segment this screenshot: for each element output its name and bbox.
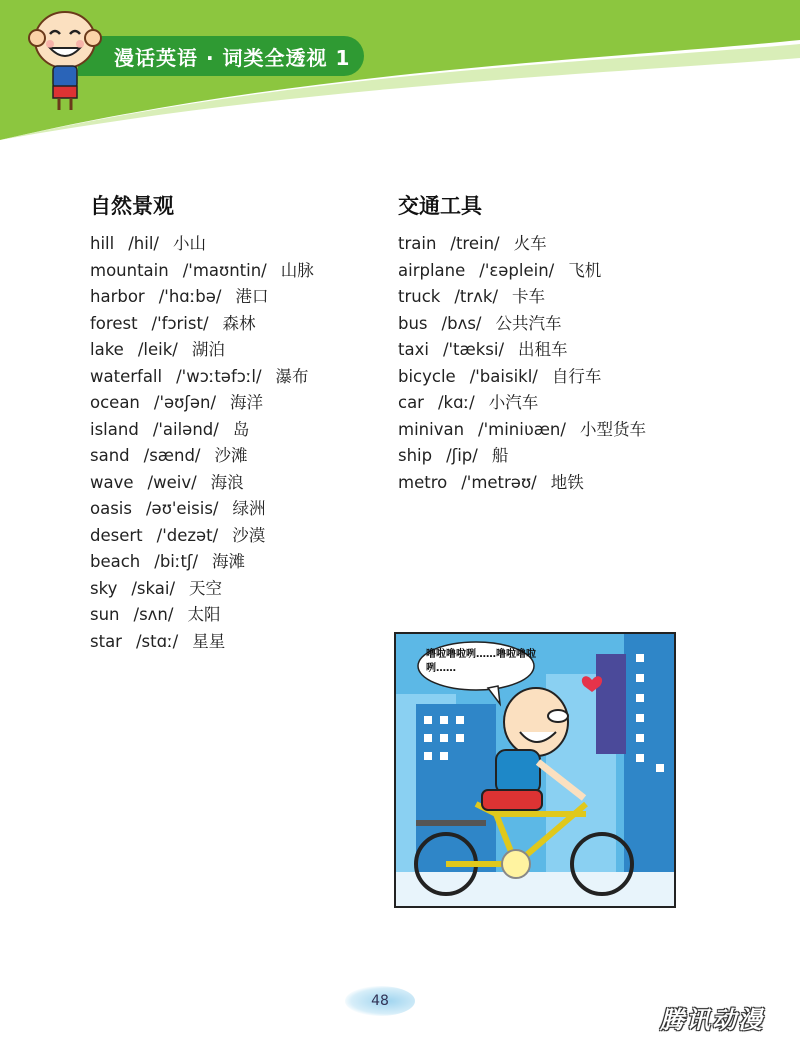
vocab-row [398,364,660,391]
vocab-row [90,258,328,285]
vocab-phonetic: /əʊ'eisis/ [145,499,219,518]
vocab-phonetic: /skai/ [131,578,176,598]
vocab-word: bicycle [398,366,456,386]
vocab-translation: 森林 [222,313,256,333]
vocab-translation: 自行车 [551,366,602,386]
vocab-translation: 小山 [172,234,206,253]
vocab-translation: 海洋 [230,393,264,412]
vocab-translation: 地铁 [550,472,584,492]
vocab-phonetic: /'ailənd/ [152,419,219,439]
vocab-translation: 绿洲 [232,499,266,518]
vocab-row [398,311,660,338]
comic-speech-bubble: 噜啦噜啦咧……噜啦噜啦咧…… [426,649,536,674]
vocab-word: hill [90,234,115,253]
vocab-translation: 瀑布 [275,366,309,386]
vocab-translation: 小汽车 [488,393,539,412]
vocab-phonetic: /sænd/ [143,446,201,465]
watermark: 腾讯动漫 [660,1006,764,1034]
vocab-phonetic: /'fɔrist/ [151,313,209,333]
vocab-word: truck [398,287,441,306]
vocab-translation: 火车 [513,234,547,253]
vocab-word: taxi [398,340,429,359]
vocab-word: sky [90,578,118,598]
vocab-row [90,390,328,417]
vocab-phonetic: /ʃip/ [446,446,478,465]
vocab-translation: 船 [491,446,509,465]
vocab-phonetic: /bʌs/ [441,313,482,333]
vocab-translation: 岛 [232,419,250,439]
vocab-word: lake [90,340,124,359]
vocab-word: wave [90,472,134,492]
vocab-word: oasis [90,499,132,518]
vocab-phonetic: /stɑː/ [135,631,179,651]
vocab-row [90,629,328,656]
vocab-phonetic: /trʌk/ [454,287,499,306]
vocab-row [398,337,660,364]
section-title-transport: 交通工具 [398,194,482,218]
vocab-word: forest [90,313,138,333]
vocab-row [90,576,328,603]
vocab-word: island [90,419,139,439]
vocab-phonetic: /'dezət/ [156,525,219,545]
vocab-phonetic: /'metrəʊ/ [461,472,537,492]
vocab-phonetic: /trein/ [450,234,500,253]
vocab-phonetic: /'tæksi/ [442,340,504,359]
vocab-translation: 星星 [192,631,226,651]
vocab-word: ship [398,446,433,465]
vocab-row [398,470,660,497]
vocab-translation: 飞机 [568,260,602,280]
vocab-translation: 公共汽车 [495,313,562,333]
vocab-phonetic: /hil/ [128,234,159,253]
section-title-nature: 自然景观 [90,194,174,218]
vocab-phonetic: /'wɔːtəfɔːl/ [176,366,262,386]
vocab-translation: 港口 [235,287,269,306]
vocab-row [90,602,328,629]
vocab-translation: 卡车 [512,287,546,306]
vocab-row [90,231,328,258]
vocab-row [398,284,660,311]
vocab-row [90,311,328,338]
vocab-translation: 湖泊 [191,340,225,359]
vocab-row [90,523,328,550]
vocab-word: airplane [398,260,466,280]
vocab-translation: 沙滩 [214,446,248,465]
vocab-phonetic: /'hɑːbə/ [158,287,222,306]
page-number: 48 [345,986,415,1016]
vocab-row [398,417,660,444]
vocab-row [90,443,328,470]
vocab-translation: 山脉 [280,260,314,280]
vocab-word: sun [90,605,120,624]
vocab-word: harbor [90,287,145,306]
vocab-translation: 海滩 [212,552,246,571]
vocab-phonetic: /weiv/ [147,472,197,492]
vocab-word: bus [398,313,428,333]
vocab-translation: 沙漠 [232,525,266,545]
vocab-phonetic: /leik/ [137,340,178,359]
vocab-translation: 太阳 [187,605,221,624]
vocab-word: beach [90,552,141,571]
vocab-row [90,337,328,364]
vocab-row [90,417,328,444]
vocab-row [398,443,660,470]
vocab-phonetic: /'ɛəplein/ [479,260,555,280]
vocab-phonetic: /sʌn/ [133,605,174,624]
vocab-row [398,258,660,285]
vocab-word: sand [90,446,130,465]
vocab-word: ocean [90,393,140,412]
vocab-list-nature [90,231,328,655]
vocab-word: desert [90,525,143,545]
mascot-illustration [20,4,110,114]
header-title: 漫话英语 · 词类全透视 1 [78,36,364,76]
vocab-phonetic: /kɑː/ [437,393,475,412]
vocab-phonetic: /'əʊʃən/ [153,393,217,412]
vocab-translation: 出租车 [518,340,568,359]
vocab-row [398,231,660,258]
vocab-row [90,284,328,311]
vocab-word: star [90,631,122,651]
vocab-list-transport [398,231,660,496]
vocab-translation: 海浪 [210,472,244,492]
vocab-word: car [398,393,424,412]
vocab-phonetic: /biːtʃ/ [154,552,199,571]
vocab-word: mountain [90,260,169,280]
vocab-word: waterfall [90,366,163,386]
vocab-word: minivan [398,419,465,439]
vocab-translation: 天空 [189,578,223,598]
comic-panel [394,632,676,908]
vocab-row [90,549,328,576]
vocab-row [90,470,328,497]
vocab-row [398,390,660,417]
vocab-word: train [398,234,437,253]
vocab-word: metro [398,472,448,492]
vocab-translation: 小型货车 [579,419,646,439]
vocab-phonetic: /'maʊntin/ [182,260,267,280]
vocab-row [90,364,328,391]
vocab-phonetic: /'miniʋæn/ [478,419,566,439]
vocab-row [90,496,328,523]
vocab-phonetic: /'baisikl/ [469,366,538,386]
